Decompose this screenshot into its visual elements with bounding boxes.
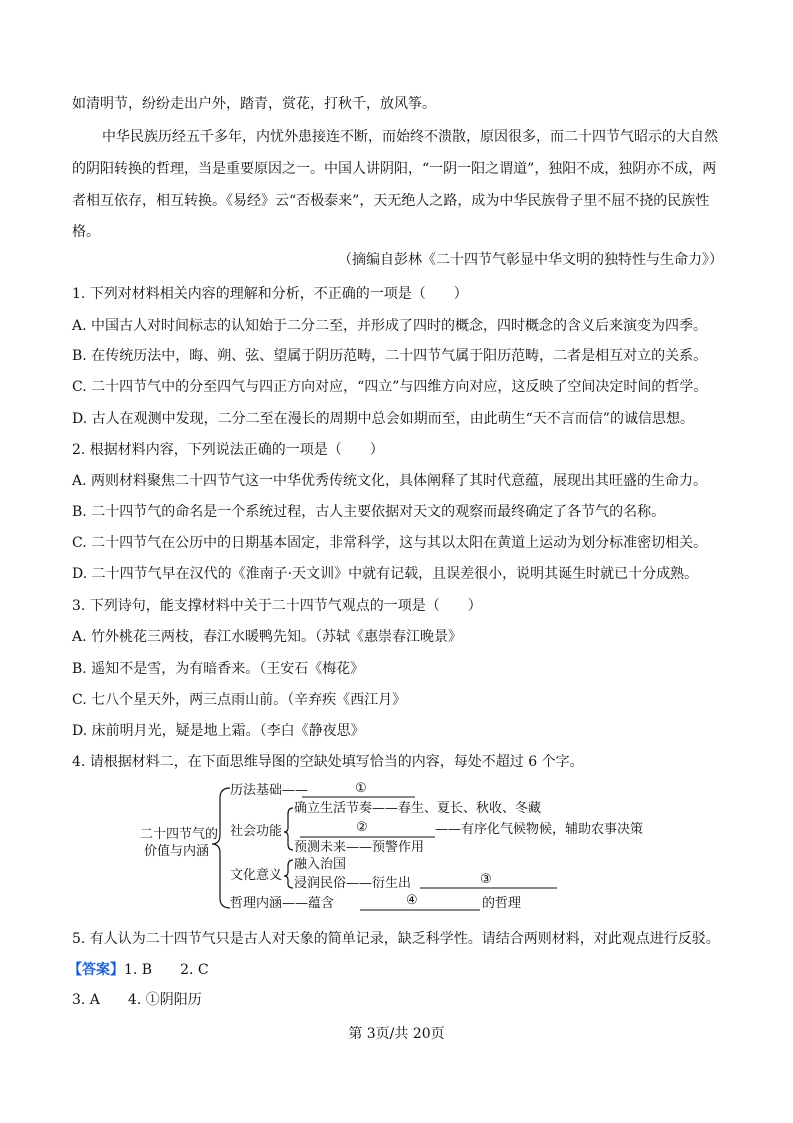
question-4-stem: 4. 请根据材料二，在下面思维导图的空缺处填写恰当的内容，每处不超过 6 个字。: [72, 754, 584, 770]
answer-label: 【答案】: [68, 962, 124, 978]
question-1-stem: 1. 下列对材料相关内容的理解和分析，不正确的一项是（ ）: [72, 286, 468, 302]
question-5-stem: 5. 有人认为二十四节气只是古人对天象的简单记录，缺乏科学性。请结合两则材料，对此观点进行反驳。: [72, 931, 720, 947]
mindmap-sf-item-1: 确立生活节奏——春生、夏长、秋收、冬藏: [294, 801, 542, 816]
question-2-option-b: B. 二十四节气的命名是一个系统过程，古人主要依据对天文的观察而最终确定了各节气的名称。: [72, 504, 666, 520]
page-footer: 第 3页/共 20页: [348, 1026, 445, 1042]
question-2-stem: 2. 根据材料内容，下列说法正确的一项是（ ）: [72, 442, 384, 458]
question-3-option-c: C. 七八个星天外，两三点雨山前。（辛弃疾《西江月》: [72, 692, 407, 708]
question-2-option-c: C. 二十四节气在公历中的日期基本固定，非常科学，这与其以太阳在黄道上运动为划分标准密切相关。: [72, 535, 708, 551]
question-1-option-a: A. 中国古人对时间标志的认知始于二分二至，并形成了四时的概念，四时概念的含义后来演变为四季。: [72, 318, 708, 334]
mindmap-blank-1: ①: [355, 781, 367, 796]
answers-line-1: [68, 960, 209, 980]
mindmap-root-line2: 价值与内涵: [144, 844, 210, 859]
question-2-option-d: D. 二十四节气早在汉代的《淮南子·天文训》中就有记载，且误差很小，说明其诞生时就已十分成熟。: [72, 566, 699, 582]
mindmap-blank-2: ②: [356, 820, 368, 835]
paragraph-continuation: 如清明节，纷纷走出户外，踏青，赏花，打秋千，放风筝。: [72, 96, 436, 112]
question-3-option-d: D. 床前明月光，疑是地上霜。（李白《静夜思》: [72, 723, 365, 739]
question-1-option-c: C. 二十四节气中的分至四气与四正方向对应，“四立”与四维方向对应，这反映了空间决定时间的哲学。: [72, 379, 708, 395]
question-1-option-b: B. 在传统历法中，晦、朔、弦、望属于阴历范畴，二十四节气属于阳历范畴，二者是相互对立的关系。: [72, 348, 708, 364]
mindmap-blank-3: ③: [480, 872, 492, 887]
paragraph-line: 格。: [72, 224, 100, 240]
paragraph-line: 的阴阳转换的哲理，当是重要原因之一。中国人讲阴阳，“一阴一阳之谓道”，独阳不成，独阴亦不成，两: [72, 161, 717, 177]
mindmap-philosophy: 哲理内涵——蕴含: [230, 896, 335, 911]
paragraph-line: 中华民族历经五千多年，内忧外患接连不断，而始终不溃散，原因很多，而二十四节气昭示的大自然: [102, 129, 718, 145]
mindmap: [130, 780, 670, 915]
mindmap-root-line1: 二十四节气的: [140, 827, 219, 842]
answer-values-1: 1. B 2. C: [124, 962, 209, 978]
mindmap-calendar-basis: 历法基础——: [230, 783, 309, 798]
mindmap-cm-item-1: 融入治国: [294, 857, 347, 872]
question-3-option-a: A. 竹外桃花三两枝，春江水暖鸭先知。（苏轼《惠崇春江晚景》: [72, 629, 463, 645]
mindmap-social-function: 社会功能: [230, 824, 283, 839]
mindmap-sf-item-3: 预测未来——预警作用: [294, 840, 425, 855]
mindmap-blank-4: ④: [406, 893, 418, 908]
mindmap-cultural-meaning: 文化意义: [230, 868, 283, 883]
answers-line-2: 3. A 4. ①阴阳历: [72, 992, 202, 1008]
mindmap-cm-item-2: 浸润民俗——衍生出: [294, 876, 412, 891]
question-1-option-d: D. 古人在观测中发现，二分二至在漫长的周期中总会如期而至，由此萌生“天不言而信”的诚信思想。: [72, 411, 694, 427]
question-2-option-a: A. 两则材料聚焦二十四节气这一中华优秀传统文化，具体阐释了其时代意蕴，展现出其旺盛的生命力。: [72, 473, 708, 489]
paragraph-line: 者相互依存，相互转换。《易经》云“否极泰来”，天无绝人之路，成为中华民族骨子里不屈不挠的民族性: [72, 193, 710, 209]
question-3-option-b: B. 遥知不是雪，为有暗香来。（王安石《梅花》: [72, 661, 365, 677]
question-3-stem: 3. 下列诗句，能支撑材料中关于二十四节气观点的一项是（ ）: [72, 598, 482, 614]
mindmap-philosophy-tail: 的哲理: [482, 896, 522, 911]
mindmap-sf-item-2: ——有序化气候物候，辅助农事决策: [435, 822, 644, 837]
source-citation: （摘编自彭林《二十四节气彰显中华文明的独特性与生命力》）: [338, 252, 723, 268]
